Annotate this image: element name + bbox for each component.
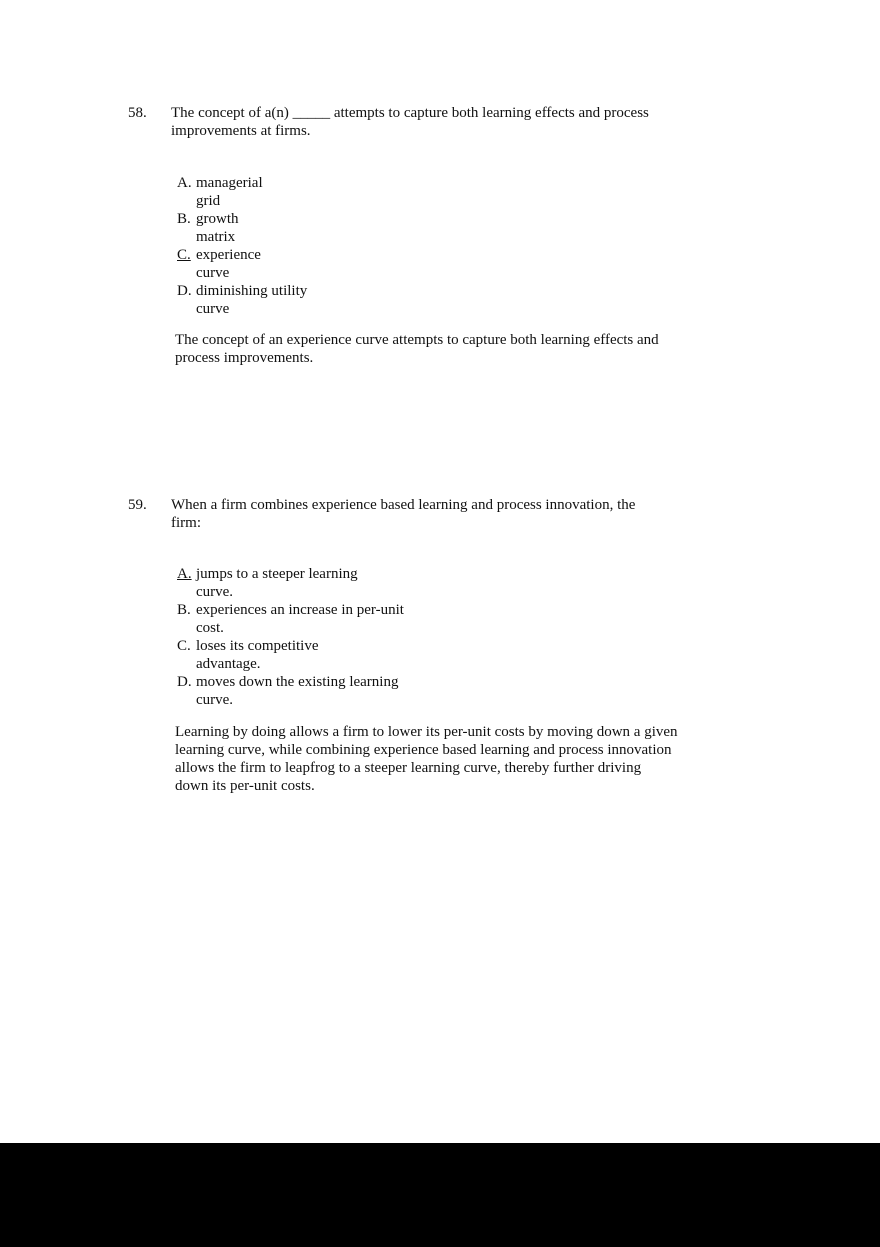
option-line: cost.: [196, 620, 224, 636]
question-58-options: [177, 174, 307, 318]
option-line: loses its competitive: [196, 638, 319, 654]
option-line: grid: [196, 193, 221, 209]
option-59-a-text: [196, 565, 358, 601]
option-59-b-label: B.: [177, 602, 191, 618]
option-line: jumps to a steeper learning: [196, 566, 358, 582]
option-line: curve.: [196, 584, 234, 600]
question-59-stem-line-2: firm:: [171, 515, 201, 531]
question-58-stem-line-1: The concept of a(n) _____ attempts to capture both learning effects and process: [171, 105, 649, 121]
question-59-number: 59.: [128, 497, 147, 513]
option-line: growth: [196, 211, 239, 227]
footer-black-bar: [0, 1143, 880, 1247]
option-58-b-label: B.: [177, 211, 191, 227]
option-58-b: [177, 210, 307, 246]
option-59-b: [177, 601, 404, 637]
option-58-d-text: [196, 282, 307, 318]
option-line: advantage.: [196, 656, 261, 672]
question-59-stem-line-1: When a firm combines experience based learning and process innovation, the: [171, 497, 636, 513]
option-line: managerial: [196, 175, 263, 191]
option-59-c-text: [196, 637, 318, 673]
option-59-d-label: D.: [177, 674, 192, 690]
option-58-c-text: [196, 246, 261, 282]
option-59-d-text: [196, 673, 398, 709]
option-line: moves down the existing learning: [196, 674, 399, 690]
option-line: curve: [196, 265, 230, 281]
question-59-stem: [171, 496, 635, 532]
explanation-line: down its per-unit costs.: [175, 778, 315, 794]
option-59-a-label: A.: [177, 566, 192, 582]
question-59-options: [177, 565, 404, 709]
option-line: matrix: [196, 229, 236, 245]
question-58-number: 58.: [128, 105, 147, 121]
question-58-stem: [171, 104, 649, 140]
option-58-c: [177, 246, 307, 282]
question-59-explanation: [175, 723, 678, 795]
question-58: [128, 104, 649, 140]
option-59-b-text: [196, 601, 404, 637]
option-58-b-text: [196, 210, 239, 246]
option-line: curve: [196, 301, 230, 317]
option-line: curve.: [196, 692, 234, 708]
option-59-c: [177, 637, 404, 673]
option-58-a: [177, 174, 307, 210]
option-58-a-label: A.: [177, 175, 192, 191]
option-59-d: [177, 673, 404, 709]
question-59: [128, 496, 635, 532]
explanation-line: allows the firm to leapfrog to a steeper learning curve, thereby further driving: [175, 760, 642, 776]
option-line: experience: [196, 247, 261, 263]
explanation-line: process improvements.: [175, 350, 314, 366]
explanation-line: The concept of an experience curve attempts to capture both learning effects and: [175, 332, 659, 348]
option-line: experiences an increase in per-unit: [196, 602, 404, 618]
question-58-stem-line-2: improvements at firms.: [171, 123, 311, 139]
option-58-c-label: C.: [177, 247, 191, 263]
explanation-line: learning curve, while combining experience based learning and process innovation: [175, 742, 672, 758]
option-line: diminishing utility: [196, 283, 308, 299]
question-58-explanation: [175, 331, 659, 367]
option-58-a-text: [196, 174, 263, 210]
option-59-c-label: C.: [177, 638, 191, 654]
option-58-d: [177, 282, 307, 318]
option-58-d-label: D.: [177, 283, 192, 299]
option-59-a: [177, 565, 404, 601]
explanation-line: Learning by doing allows a firm to lower its per-unit costs by moving down a given: [175, 724, 678, 740]
